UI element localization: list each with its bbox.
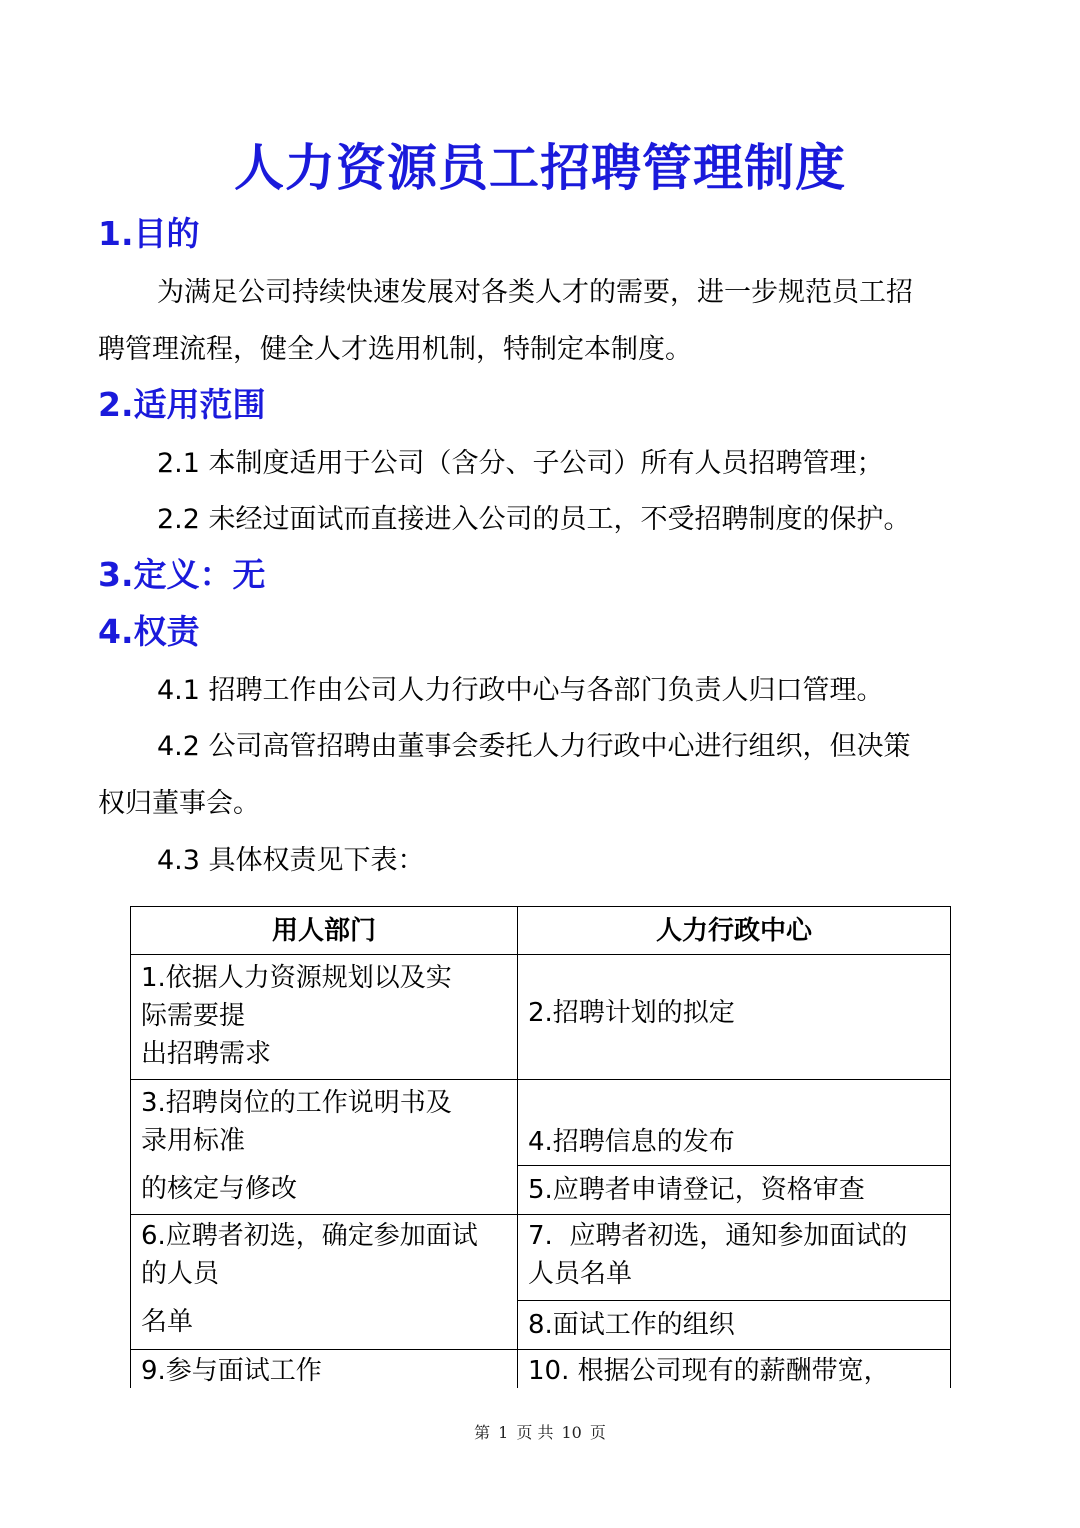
table-cell — [131, 955, 518, 1080]
responsibility-table — [130, 906, 951, 1410]
table-row — [131, 1080, 951, 1166]
table-cell — [518, 1215, 951, 1301]
document-title: 人力资源员工招聘管理制度 — [234, 139, 846, 197]
table-row — [131, 1215, 951, 1301]
cell-line: 的人员 — [141, 1259, 220, 1289]
table-cell: 10. 根据公司现有的薪酬带宽， — [518, 1350, 951, 1410]
cell-line: 的核定与修改 — [141, 1174, 298, 1204]
cell-line: 际需要提 — [141, 1001, 246, 1031]
table-cell — [131, 1080, 518, 1215]
footer-suffix: 页 — [589, 1423, 606, 1442]
section-1-heading: 1.目的 — [98, 214, 200, 253]
section-1-paragraph-line-1: 为满足公司持续快速发展对各类人才的需要，进一步规范员工招 — [157, 277, 913, 308]
cell-line: 录用标准 — [141, 1126, 246, 1156]
section-3-heading: 3.定义：无 — [98, 555, 266, 594]
cell-line: 6.应聘者初选，确定参加面试 — [141, 1221, 478, 1251]
column-header-hiring-dept: 用人部门 — [131, 907, 518, 955]
table-cell: 2.招聘计划的拟定 — [518, 955, 951, 1080]
table-cell — [131, 1215, 518, 1350]
section-1-paragraph-line-2: 聘管理流程，健全人才选用机制，特制定本制度。 — [98, 334, 692, 365]
footer-prefix: 第 — [474, 1423, 491, 1442]
table-cell: 4.招聘信息的发布 — [518, 1080, 951, 1166]
section-4-item-2-line-2: 权归董事会。 — [98, 788, 260, 819]
section-4-item-2-line-1: 4.2 公司高管招聘由董事会委托人力行政中心进行组织，但决策 — [157, 731, 911, 762]
footer-mid: 页 共 — [516, 1423, 554, 1442]
page-footer — [0, 1420, 1080, 1443]
cell-line: 1.依据人力资源规划以及实 — [141, 963, 452, 993]
section-4-item-1: 4.1 招聘工作由公司人力行政中心与各部门负责人归口管理。 — [157, 675, 884, 706]
section-2-heading: 2.适用范围 — [98, 385, 266, 424]
section-2-item-1: 2.1 本制度适用于公司（含分、子公司）所有人员招聘管理； — [157, 448, 884, 479]
page-break-mask — [128, 1388, 952, 1418]
cell-line: 人员名单 — [528, 1259, 633, 1289]
column-header-hr-admin: 人力行政中心 — [518, 907, 951, 955]
section-4-heading: 4.权责 — [98, 612, 200, 651]
section-2-item-2: 2.2 未经过面试而直接进入公司的员工，不受招聘制度的保护。 — [157, 504, 911, 535]
section-4-item-3: 4.3 具体权责见下表： — [157, 845, 425, 876]
table-cell: 8.面试工作的组织 — [518, 1301, 951, 1350]
table-header-row — [131, 907, 951, 955]
table-cell: 5.应聘者申请登记，资格审查 — [518, 1166, 951, 1215]
cell-line: 3.招聘岗位的工作说明书及 — [141, 1088, 452, 1118]
table-cell: 9.参与面试工作 — [131, 1350, 518, 1410]
footer-total-pages: 10 — [561, 1423, 582, 1442]
cell-line: 名单 — [141, 1307, 194, 1337]
cell-line: 7. 应聘者初选，通知参加面试的 — [528, 1221, 908, 1251]
table-row — [131, 955, 951, 1080]
footer-page-number: 1 — [498, 1423, 509, 1442]
cell-line: 出招聘需求 — [141, 1039, 272, 1069]
